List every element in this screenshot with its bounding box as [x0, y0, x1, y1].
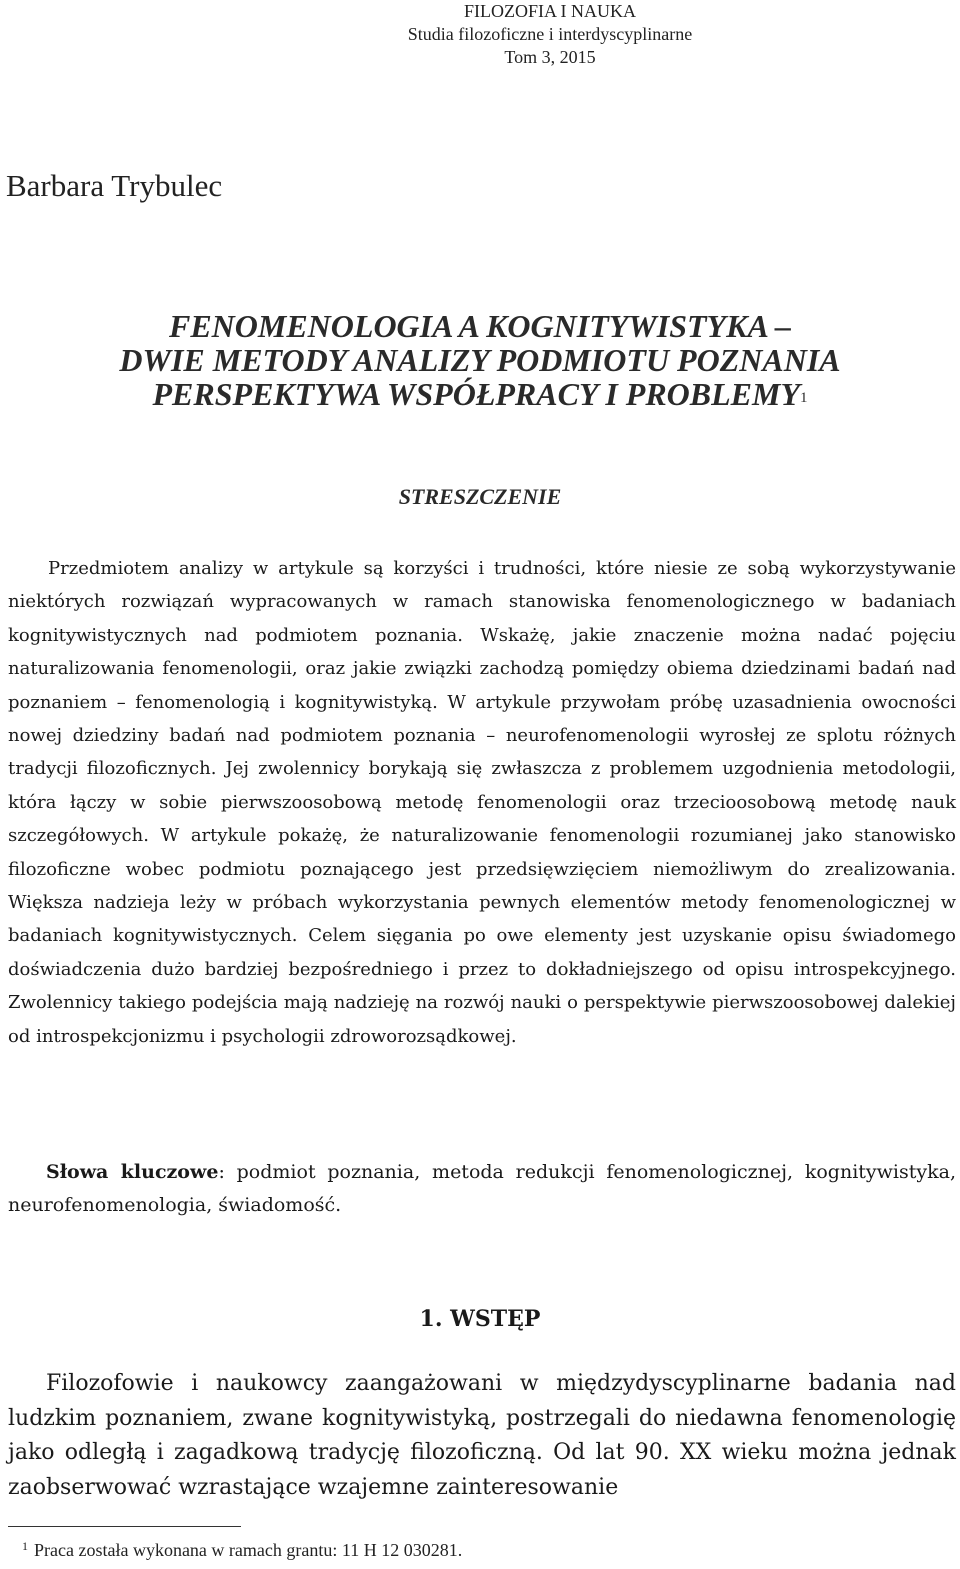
article-title — [0, 309, 960, 411]
keywords-text: : podmiot poznania, metoda redukcji fenomenologicznej, kognitywistyka, neurofenomenologia, świadomość. — [8, 1161, 956, 1217]
footnote — [22, 1540, 462, 1561]
keywords-label: Słowa kluczowe — [46, 1161, 219, 1183]
journal-volume: Tom 3, 2015 — [504, 47, 596, 67]
title-line-3-text: PERSPEKTYWA WSPÓŁPRACY I PROBLEMY — [152, 376, 800, 412]
section-heading: 1. WSTĘP — [419, 1306, 541, 1332]
footnote-text: Praca została wykonana w ramach grantu: 11 H 12 030281. — [34, 1540, 463, 1560]
title-line-1: FENOMENOLOGIA A KOGNITYWISTYKA – — [168, 308, 792, 344]
section-text: Filozofowie i naukowcy zaangażowani w międzydyscyplinarne badania nad ludzkim poznaniem, zwane kognitywistyką, postrzegali do niedawna fenomenologię jako odległą i zagadkową tradycję filozoficzną. Od lat 90. XX wieku można jednak zaobserwować wzrastające wzajemne zainteresowanie — [8, 1371, 956, 1500]
footnote-divider — [8, 1526, 241, 1527]
title-line-3 — [0, 377, 960, 411]
author-name: Barbara Trybulec — [6, 168, 223, 203]
journal-name: FILOZOFIA I NAUKA — [464, 1, 636, 21]
title-footnote-mark[interactable]: 1 — [800, 390, 808, 406]
title-line-2: DWIE METODY ANALIZY PODMIOTU POZNANIA — [119, 342, 841, 378]
abstract-heading: STRESZCZENIE — [398, 484, 562, 509]
journal-subtitle: Studia filozoficzne i interdyscyplinarne — [407, 24, 693, 44]
abstract-text: Przedmiotem analizy w artykule są korzyści i trudności, które niesie ze sobą wykorzystywanie niektórych rozwiązań wypracowanych w ramach stanowiska fenomenologicznego w badaniach kognitywistycznych nad podmiotem poznania. Wskażę, jakie znaczenie można nadać pojęciu naturalizowania fenomenologii, oraz jakie związki zachodzą pomiędzy obiema dziedzinami badań nad poznaniem – fenomenologią i kognitywistyką. W artykule przywołam próbę uzasadnienia owocności nowej dziedziny badań nad podmiotem poznania – neurofenomenologii wyrosłej ze splotu różnych tradycji filozoficznych. Jej zwolennicy borykają się zwłaszcza z problemem uzgodnienia metodologii, która łączy w sobie pierwszoosobową metodę fenomenologii oraz trzecioosobową metodę nauk szczegółowych. W artykule pokażę, że naturalizowanie fenomenologii rozumianej jako stanowisko filozoficzne wobec podmiotu poznającego jest przedsięwzięciem niemożliwym do zrealizowania. Większa nadzieja leży w próbach wykorzystania pewnych elementów metody fenomenologicznej w badaniach kognitywistycznych. Celem sięgania po owe elementy jest uzyskanie opisu świadomego doświadczenia dużo bardziej bezpośredniego i przez to dokładniejszego od opisu introspekcyjnego. Zwolennicy takiego podejścia mają nadzieję na rozwój nauki o perspektywie pierwszoosobowej dalekiej od introspekcjonizmu i psychologii zdroworozsądkowej. — [8, 558, 956, 1047]
keywords — [8, 1156, 956, 1223]
footnote-mark: 1 — [22, 1539, 28, 1553]
journal-header — [270, 0, 830, 69]
